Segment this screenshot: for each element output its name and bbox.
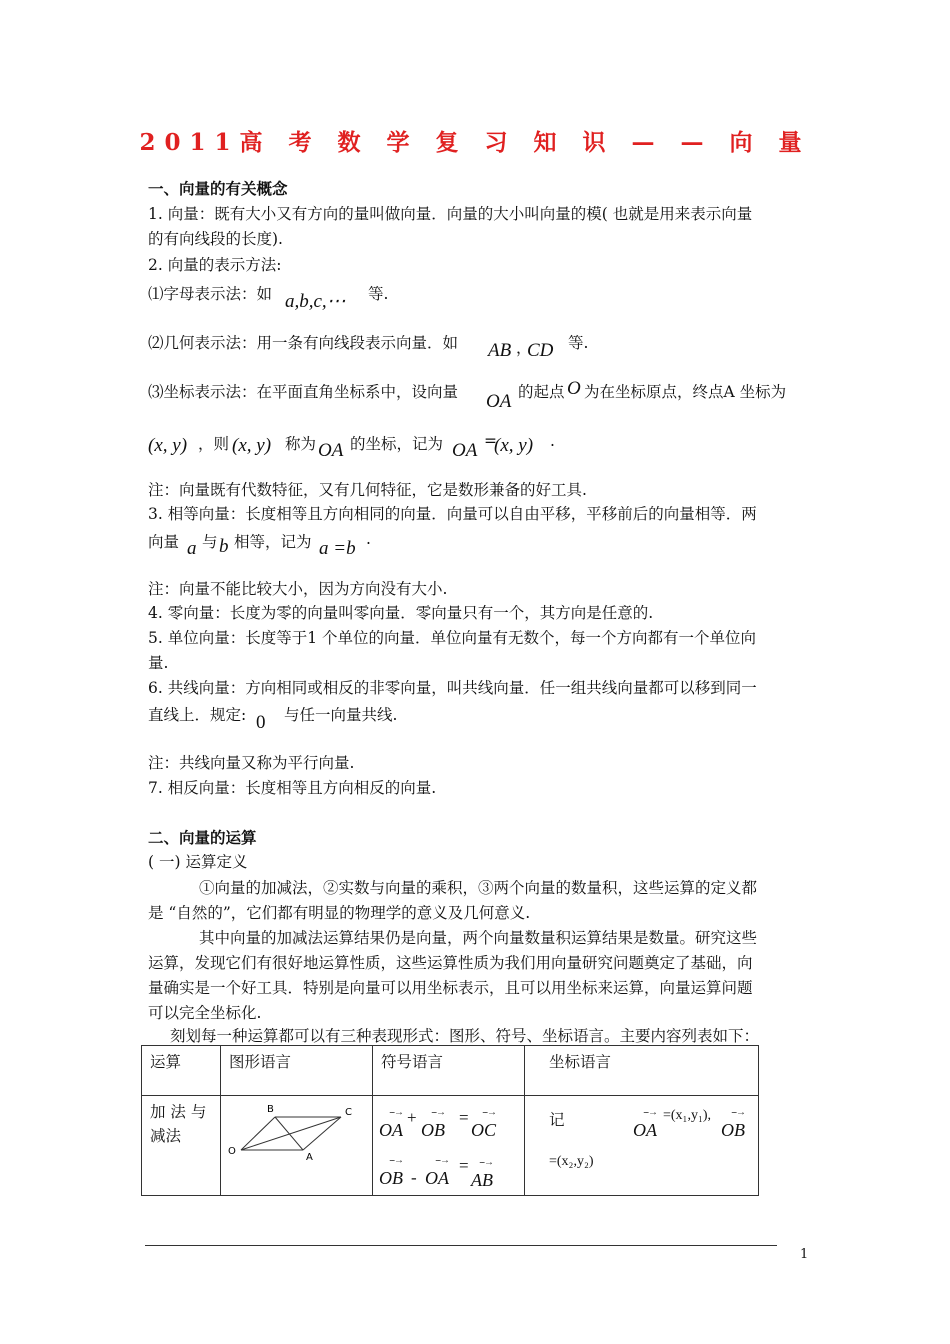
operations-table (141, 1045, 759, 1196)
coord-value-1: =(x₁,y₁), (663, 1108, 711, 1123)
paragraph-6b-1: 直线上．规定: (148, 706, 247, 724)
header-symbol: 符号语言 (373, 1046, 525, 1096)
paragraph-3b-2: 与 (202, 533, 218, 551)
sym-vector-ab: --→ AB (471, 1157, 493, 1190)
coord-text-2: 称为 (285, 435, 317, 453)
subheading-definition: ( 一) 运算定义 (148, 853, 248, 871)
page-number: 1 (800, 1247, 809, 1262)
paragraph-5a: 5. 单位向量：长度等于1 个单位的向量．单位向量有无数个，每一个方向都有一个单位向 (148, 629, 757, 647)
paragraph-a1: ①向量的加减法，②实数与向量的乘积，③两个向量的数量积，这些运算的定义都 (199, 879, 758, 897)
coord-xy-2: (x, y) (232, 435, 272, 456)
rep-coord-a: ⑶坐标表示法：在平面直角坐标系中，设向量 (148, 383, 459, 401)
paragraph-2: 2. 向量的表示方法: (148, 256, 282, 274)
paragraph-6a: 6. 共线向量：方向相同或相反的非零向量，叫共线向量．任一组共线向量都可以移到同一 (148, 679, 757, 697)
sym-vector-ob-2: --→ OB (379, 1155, 403, 1188)
vector-a: a (187, 538, 197, 559)
coordinate-cell (525, 1096, 759, 1196)
coord-text-3: 的坐标，记为 (350, 435, 444, 453)
coord-xy-3: (x, y) (494, 435, 534, 456)
label-b: B (267, 1104, 274, 1115)
sym-eq-1: = (459, 1108, 469, 1127)
paragraph-1a: 1. 向量：既有大小又有方向的量叫做向量．向量的大小叫向量的模( 也就是用来表示向量 (148, 205, 753, 223)
symbol-cell (373, 1096, 525, 1196)
coord-value-2: =(x₂,y₂) (549, 1154, 594, 1169)
header-figure: 图形语言 (221, 1046, 373, 1096)
rep-coord-c: 为在坐标原点，终点A 坐标为 (584, 383, 787, 401)
paragraph-b4: 可以完全坐标化. (148, 1004, 262, 1022)
rep-coord-b: 的起点 (518, 383, 565, 401)
coord-vector-oa: --→ OA (633, 1107, 657, 1140)
paragraph-b1: 其中向量的加减法运算结果仍是向量，两个向量数量积运算结果是数量。研究这些 (199, 929, 758, 947)
label-a: A (306, 1152, 313, 1163)
vector-oa-3: OA (452, 440, 478, 461)
coord-xy-1: (x, y) (148, 435, 188, 456)
paragraph-4: 4. 零向量：长度为零的向量叫零向量．零向量只有一个，其方向是任意的. (148, 604, 654, 622)
rep-geom-sep: ， (516, 339, 532, 357)
sym-vector-oa: --→ OA (379, 1107, 403, 1140)
paragraph-7: 7. 相反向量：长度相等且方向相反的向量. (148, 779, 437, 797)
coord-text-1: ，则 (198, 435, 230, 453)
rep-letter-math: a,b,c,⋯ (285, 291, 346, 312)
page-title: 2011高 考 数 学 复 习 知 识 — — 向 量 (139, 129, 811, 156)
rep-geom-end: 等. (568, 334, 589, 352)
label-c: C (345, 1107, 352, 1118)
sym-minus: - (411, 1168, 417, 1187)
sym-vector-ob: --→ OB (421, 1107, 445, 1140)
note-2: 注：向量不能比较大小，因为方向没有大小. (148, 580, 448, 598)
section-heading-concepts: 一、向量的有关概念 (148, 180, 288, 198)
sym-vector-oa-2: --→ OA (425, 1155, 449, 1188)
vector-oa: OA (486, 391, 512, 412)
edge-ob (241, 1117, 275, 1150)
vector-cd: CD (527, 340, 554, 361)
paragraph-5b: 量. (148, 654, 169, 672)
figure-cell (221, 1096, 373, 1196)
coord-vector-ob: --→ OB (721, 1107, 745, 1140)
paragraph-3a: 3. 相等向量：长度相等且方向相同的向量．向量可以自由平移，平移前后的向量相等．两 (148, 505, 757, 523)
rep-geom-label: ⑵几何表示法：用一条有向线段表示向量．如 (148, 334, 459, 352)
sym-vector-oc: --→ OC (471, 1107, 497, 1140)
coord-eq: = (484, 432, 497, 450)
table-header-row (142, 1046, 759, 1096)
note-3: 注：共线向量又称为平行向量. (148, 754, 355, 772)
row-label-add-subtract: 加 法 与 减法 (142, 1096, 221, 1196)
section-heading-operations: 二、向量的运算 (148, 829, 257, 847)
header-coordinate: 坐标语言 (525, 1046, 759, 1096)
vector-ab: AB (488, 340, 512, 361)
diagonal-oc (241, 1117, 341, 1150)
point-o: O (567, 378, 581, 399)
note-1: 注：向量既有代数特征，又有几何特征，它是数形兼备的好工具. (148, 481, 587, 499)
vector-b: b (219, 536, 229, 557)
paragraph-a2: 是 “自然的”，它们都有明显的物理学的意义及几何意义. (148, 904, 531, 922)
vector-oa-2: OA (318, 440, 344, 461)
zero-vector: 0 (256, 712, 266, 733)
paragraph-b3: 量确实是一个好工具．特别是向量可以用坐标表示，且可以用坐标来运算，向量运算问题 (148, 979, 753, 997)
table-row (142, 1096, 759, 1196)
paragraph-c: 刻划每一种运算都可以有三种表现形式：图形、符号、坐标语言。主要内容列表如下： (170, 1027, 760, 1045)
parallelogram-figure (223, 1098, 368, 1178)
diagonal-ba (275, 1117, 303, 1150)
rep-letter-end: 等. (368, 285, 389, 303)
rep-letter-label: ⑴字母表示法：如 (148, 285, 273, 303)
coord-ji: 记 (549, 1111, 565, 1129)
sym-plus: + (407, 1108, 417, 1127)
label-o: O (228, 1146, 236, 1157)
paragraph-3b-end: . (366, 530, 371, 548)
header-operation: 运算 (142, 1046, 221, 1096)
coord-end: . (550, 432, 555, 450)
paragraph-6b-2: 与任一向量共线. (284, 706, 398, 724)
sym-eq-2: = (459, 1156, 469, 1175)
paragraph-b2: 运算，发现它们有很好地运算性质，这些运算性质为我们用向量研究问题奠定了基础，向 (148, 954, 753, 972)
paragraph-1b: 的有向线段的长度). (148, 230, 283, 248)
footer-divider (145, 1245, 777, 1246)
paragraph-3b-1: 向量 (148, 533, 180, 551)
paragraph-3b-3: 相等，记为 (234, 533, 312, 551)
edge-ac (303, 1117, 341, 1150)
equal-vectors: a =b (319, 538, 356, 559)
